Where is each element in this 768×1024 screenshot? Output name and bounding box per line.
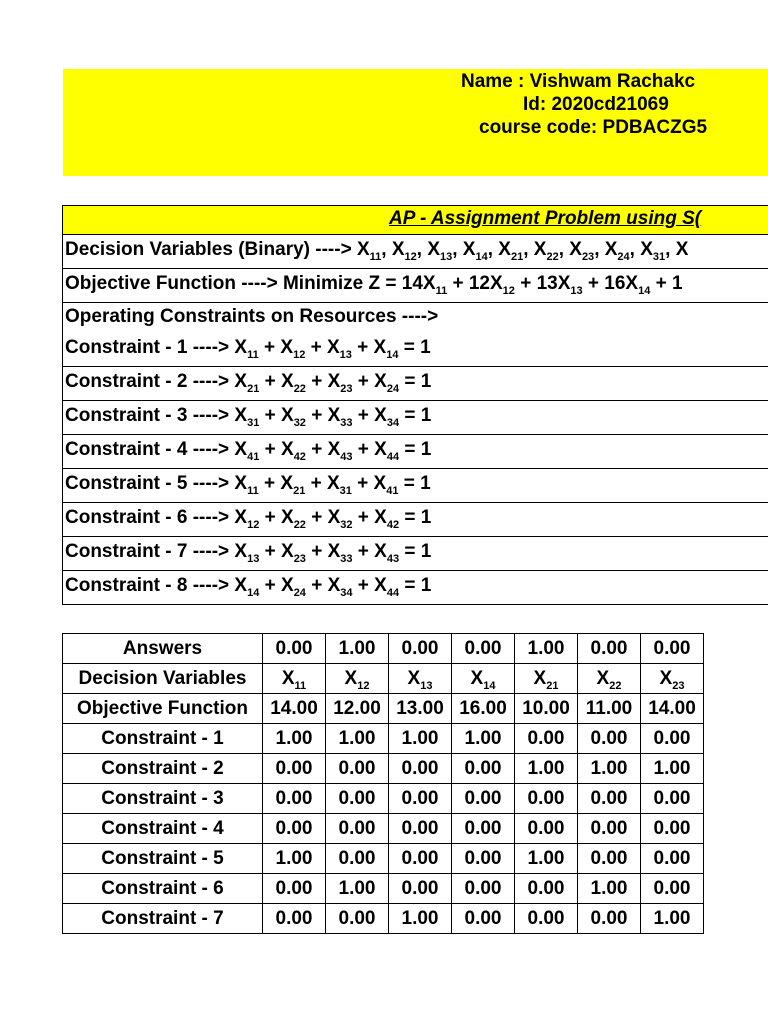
- constraint-label: Constraint - 2 ---->: [65, 371, 230, 392]
- table-cell: 10.00: [515, 694, 578, 724]
- objective-function-text: Objective Function ----> Minimize $Z = 14X_{11} + 12X_{12} + 13X_{13} + 16X_{14} + 1$: [65, 273, 683, 297]
- constraint-row-7: [62, 537, 768, 571]
- constraint-expression: $X_{11} + X_{12} + X_{13} + X_{14} = 1$: [234, 337, 431, 361]
- row-label: Constraint - 1: [63, 724, 263, 754]
- results-table-wrap: [62, 633, 768, 941]
- constraint-expression: $X_{11} + X_{21} + X_{31} + X_{41} = 1$: [234, 473, 431, 497]
- table-cell: 0.00: [389, 844, 452, 874]
- header-band: [63, 69, 768, 176]
- table-row: [63, 784, 704, 814]
- table-cell: $X_{14}$: [452, 664, 515, 694]
- student-name: Name : Vishwam Rachakc: [461, 71, 696, 92]
- page-title: AP - Assignment Problem using S(: [389, 208, 702, 229]
- row-label: Decision Variables: [63, 664, 263, 694]
- constraint-label: Constraint - 3 ---->: [65, 405, 230, 426]
- table-cell: 1.00: [452, 724, 515, 754]
- table-cell: 14.00: [641, 694, 704, 724]
- table-cell: 0.00: [641, 784, 704, 814]
- table-cell: 0.00: [326, 754, 389, 784]
- table-cell: 0.00: [578, 904, 641, 934]
- course-code: course code: PDBACZG5: [479, 117, 708, 138]
- table-cell: 1.00: [578, 874, 641, 904]
- table-row: [63, 904, 704, 934]
- table-cell: 14.00: [263, 694, 326, 724]
- row-label: Constraint - 6: [63, 874, 263, 904]
- constraint-expression: $X_{31} + X_{32} + X_{33} + X_{34} = 1$: [234, 405, 432, 429]
- constraint-row-4: [62, 435, 768, 469]
- table-cell: 1.00: [326, 724, 389, 754]
- table-cell: 0.00: [578, 724, 641, 754]
- constraint-row-3: [62, 401, 768, 435]
- table-cell: 1.00: [263, 724, 326, 754]
- table-cell: 0.00: [263, 814, 326, 844]
- table-cell: 1.00: [641, 904, 704, 934]
- constraint-label: Constraint - 6 ---->: [65, 507, 230, 528]
- table-cell: 0.00: [452, 844, 515, 874]
- table-cell: $X_{22}$: [578, 664, 641, 694]
- table-cell: 0.00: [452, 784, 515, 814]
- constraint-row-5: [62, 469, 768, 503]
- table-cell: 0.00: [515, 814, 578, 844]
- constraint-expression: $X_{14} + X_{24} + X_{34} + X_{44} = 1$: [234, 575, 432, 599]
- row-label: Constraint - 5: [63, 844, 263, 874]
- table-cell: 0.00: [263, 754, 326, 784]
- table-cell: 1.00: [515, 754, 578, 784]
- table-cell: 0.00: [326, 844, 389, 874]
- table-cell: 0.00: [578, 784, 641, 814]
- table-cell: 0.00: [578, 634, 641, 664]
- table-cell: 1.00: [641, 754, 704, 784]
- table-cell: 0.00: [578, 844, 641, 874]
- results-table: [62, 633, 704, 934]
- table-row: [63, 694, 704, 724]
- table-cell: 1.00: [515, 634, 578, 664]
- constraint-label: Constraint - 1 ---->: [65, 337, 230, 358]
- title-bar: [62, 205, 768, 235]
- table-cell: 0.00: [641, 874, 704, 904]
- table-row: [63, 664, 704, 694]
- row-label: Constraint - 3: [63, 784, 263, 814]
- row-label: Constraint - 4: [63, 814, 263, 844]
- table-cell: 0.00: [641, 724, 704, 754]
- decision-variables-row: [62, 235, 768, 269]
- table-cell: $X_{21}$: [515, 664, 578, 694]
- table-cell: 0.00: [389, 754, 452, 784]
- constraint-expression: $X_{13} + X_{23} + X_{33} + X_{43} = 1$: [234, 541, 432, 565]
- constraint-row-6: [62, 503, 768, 537]
- table-cell: 0.00: [452, 904, 515, 934]
- table-row: [63, 874, 704, 904]
- decision-variables-label: Decision Variables (Binary) ---->: [65, 239, 352, 260]
- table-cell: 0.00: [515, 874, 578, 904]
- constraints-heading: Operating Constraints on Resources ---->: [65, 306, 439, 327]
- table-cell: 0.00: [263, 634, 326, 664]
- table-cell: 13.00: [389, 694, 452, 724]
- table-cell: 0.00: [578, 814, 641, 844]
- table-cell: 0.00: [641, 844, 704, 874]
- table-cell: 0.00: [389, 874, 452, 904]
- table-cell: 0.00: [326, 904, 389, 934]
- row-label: Answers: [63, 634, 263, 664]
- table-cell: 16.00: [452, 694, 515, 724]
- table-cell: 0.00: [389, 634, 452, 664]
- table-cell: $X_{13}$: [389, 664, 452, 694]
- table-cell: 0.00: [452, 634, 515, 664]
- row-label: Objective Function: [63, 694, 263, 724]
- table-cell: 0.00: [515, 724, 578, 754]
- table-row: [63, 814, 704, 844]
- table-cell: $X_{11}$: [263, 664, 326, 694]
- objective-function-row: [62, 269, 768, 303]
- student-id: Id: 2020cd21069: [523, 94, 669, 115]
- table-cell: 1.00: [578, 754, 641, 784]
- constraint-row-1: [62, 333, 768, 367]
- table-cell: 0.00: [263, 784, 326, 814]
- table-cell: 1.00: [326, 634, 389, 664]
- table-cell: 0.00: [515, 784, 578, 814]
- constraint-expression: $X_{21} + X_{22} + X_{23} + X_{24} = 1$: [234, 371, 432, 395]
- table-cell: 0.00: [263, 874, 326, 904]
- table-cell: $X_{23}$: [641, 664, 704, 694]
- table-cell: 0.00: [389, 814, 452, 844]
- table-cell: 0.00: [515, 904, 578, 934]
- table-cell: 12.00: [326, 694, 389, 724]
- table-row: [63, 754, 704, 784]
- constraint-label: Constraint - 7 ---->: [65, 541, 230, 562]
- table-cell: 1.00: [263, 844, 326, 874]
- table-row: [63, 724, 704, 754]
- table-cell: 0.00: [641, 814, 704, 844]
- table-cell: 0.00: [263, 904, 326, 934]
- constraint-label: Constraint - 8 ---->: [65, 575, 230, 596]
- row-label: Constraint - 7: [63, 904, 263, 934]
- table-cell: 0.00: [452, 754, 515, 784]
- constraint-row-8: [62, 571, 768, 605]
- row-label: Constraint - 2: [63, 754, 263, 784]
- table-cell: 0.00: [641, 634, 704, 664]
- decision-variables-list: $X_{11}$, $X_{12}$, $X_{13}$, $X_{14}$, $X_{21}$, $X_{22}$, $X_{23}$, $X_{24}$, $X_{31}$, X: [356, 239, 689, 263]
- constraint-row-2: [62, 367, 768, 401]
- table-cell: 1.00: [515, 844, 578, 874]
- table-row: [63, 634, 704, 664]
- table-cell: 1.00: [326, 874, 389, 904]
- constraint-expression: $X_{12} + X_{22} + X_{32} + X_{42} = 1$: [234, 507, 432, 531]
- table-cell: 0.00: [326, 784, 389, 814]
- constraint-label: Constraint - 5 ---->: [65, 473, 230, 494]
- table-cell: 0.00: [389, 784, 452, 814]
- constraints-heading-row: [62, 303, 768, 333]
- table-cell: 0.00: [326, 814, 389, 844]
- table-cell: 1.00: [389, 904, 452, 934]
- table-row: [63, 844, 704, 874]
- table-cell: 11.00: [578, 694, 641, 724]
- constraint-label: Constraint - 4 ---->: [65, 439, 230, 460]
- table-cell: 1.00: [389, 724, 452, 754]
- table-cell: $X_{12}$: [326, 664, 389, 694]
- constraint-expression: $X_{41} + X_{42} + X_{43} + X_{44} = 1$: [234, 439, 432, 463]
- table-cell: 0.00: [452, 874, 515, 904]
- table-cell: 0.00: [452, 814, 515, 844]
